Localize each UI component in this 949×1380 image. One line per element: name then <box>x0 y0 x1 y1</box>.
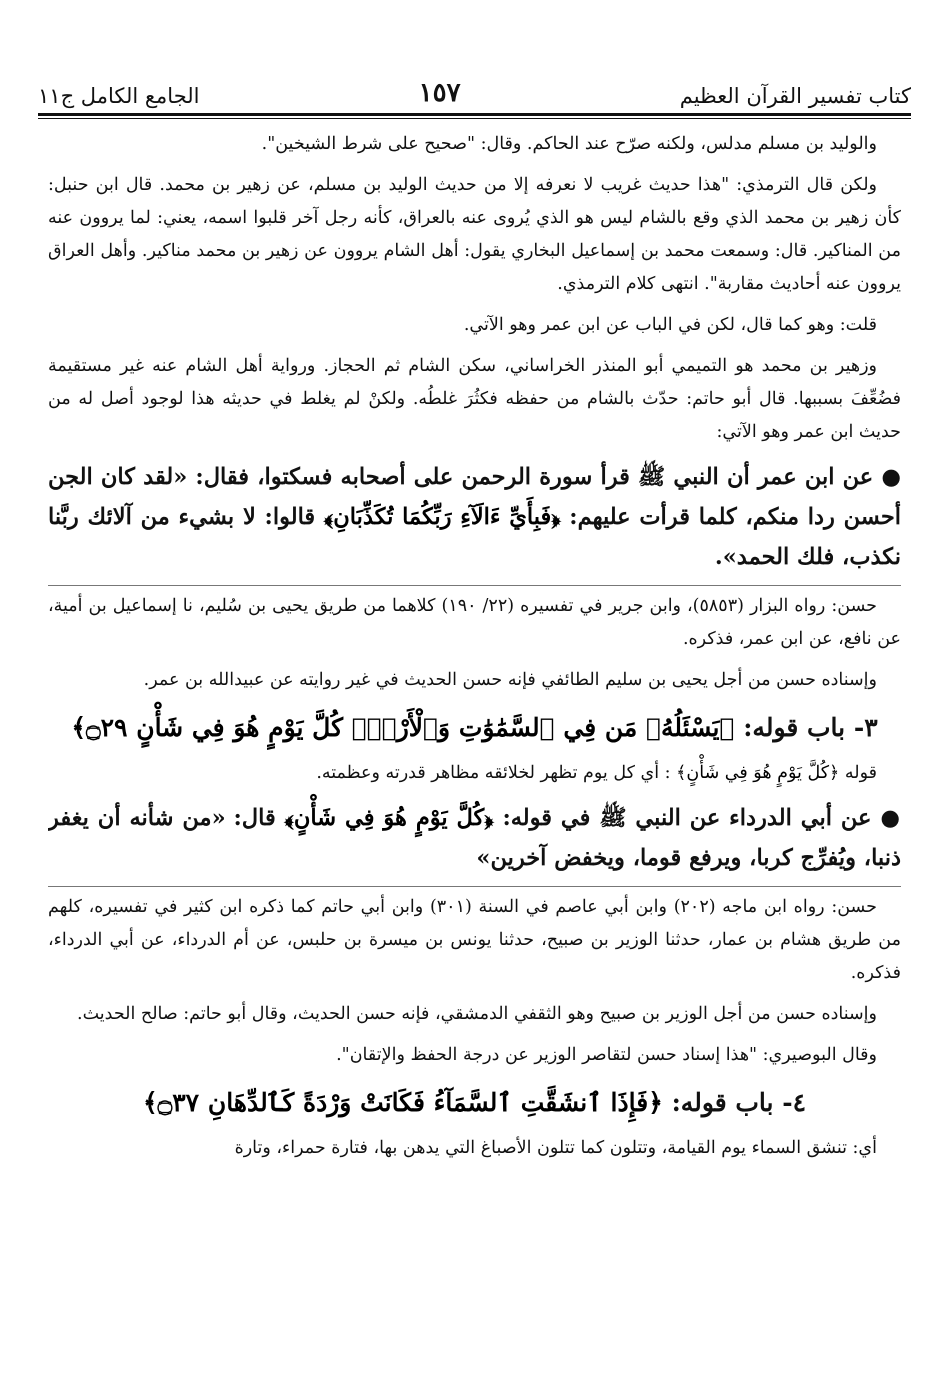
chapter-4-quran: ﴿فَإِذَا ٱنشَقَّتِ ٱلسَّمَآءُ فَكَانَتْ وَرْدَةً كَٱلدِّهَانِ ۝٣٧﴾ <box>142 1088 663 1117</box>
chapter-4-label: ٤- باب قوله: <box>671 1088 807 1117</box>
paragraph-9: وإسناده حسن من أجل الوزير بن صبيح وهو الثقفي الدمشقي، فإنه حسن الحديث، وقال أبو حاتم: صالح الحديث. <box>77 1004 877 1024</box>
paragraph-10: وقال البوصيري: "هذا إسناد حسن لتقاصر الوزير عن درجة الحفظ والإتقان". <box>336 1045 877 1065</box>
paragraph-5: حسن: رواه البزار (٥٨٥٣)، وابن جرير في تفسيره (٢٢/ ١٩٠) كلاهما من طريق يحيى بن سُليم، نا إسماعيل بن أمية، عن نافع، عن ابن عمر، فذكره. <box>48 596 901 649</box>
paragraph-4: وزهير بن محمد هو التميمي أبو المنذر الخراساني، سكن الشام ثم الحجاز. ورواية أهل الشام عنه غير مستقيمة فضُعِّفَ بسببها. قال أبو حاتم: حدّث بالشام من حفظه فكثُرَ غلطُه. ولكنْ لم يغلط في حديثه هذا لوجود أصل له من حديث ابن عمر وهو الآتي: <box>48 356 901 442</box>
paragraph-6: وإسناده حسن من أجل يحيى بن سليم الطائفي فإنه حسن الحديث في غير روايته عن عبيدالله بن عمر. <box>143 670 877 690</box>
paragraph-1: والوليد بن مسلم مدلس، ولكنه صرّح عند الحاكم. وقال: "صحيح على شرط الشيخين". <box>261 134 877 154</box>
paragraph-11: أي: تنشق السماء يوم القيامة، وتتلون كما تتلون الأصباغ التي يدهن بها، فتارة حمراء، وتارة <box>234 1138 877 1158</box>
separator-2 <box>48 886 901 887</box>
header-rule-thick <box>38 113 911 116</box>
header-rule-thin <box>38 118 911 119</box>
book-title: كتاب تفسير القرآن العظيم <box>679 84 911 108</box>
paragraph-3: قلت: وهو كما قال، لكن في الباب عن ابن عمر وهو الآتي. <box>463 315 877 335</box>
hadith-2-quran: ﴿كُلَّ يَوْمٍ هُوَ فِي شَأْنٍ﴾ <box>284 805 494 831</box>
hadith-1 <box>48 457 901 577</box>
paragraph-7-b: : أي كل يوم تظهر لخلائقه مظاهر قدرته وعظمته. <box>316 763 671 783</box>
chapter-4-heading <box>48 1080 901 1126</box>
hadith-1-quran: ﴿فَبِأَيِّ ءَالَآءِ رَبِّكُمَا تُكَذِّبَانِ﴾ <box>323 504 561 530</box>
hadith-2 <box>48 798 901 878</box>
paragraph-8: حسن: رواه ابن ماجه (٢٠٢) وابن أبي عاصم في السنة (٣٠١) وابن أبي حاتم كما ذكره ابن كثير في تفسيره، كلهم من طريق هشام بن عمار، حدثنا الوزير بن صبيح، حدثنا يونس بن ميسرة بن حلبس، عن أم الدرداء، عن أبي الدرداء، فذكره. <box>48 897 901 983</box>
page-number: ١٥٧ <box>418 78 461 108</box>
paragraph-2: ولكن قال الترمذي: "هذا حديث غريب لا نعرفه إلا من حديث الوليد بن مسلم، عن زهير بن محمد. قال ابن حنبل: كأن زهير بن محمد الذي وقع بالشام ليس هو الذي يُروى عنه بالعراق، كأنه رجل آخر قلبوا اسمه، يعني: لما يروون عنه من المناكير. قال: وسمعت محمد بن إسماعيل البخاري يقول: أهل الشام يروون عن زهير بن محمد مناكير. وأهل العراق يروون عنه أحاديث مقاربة". انتهى كلام الترمذي. <box>48 175 901 294</box>
collection-title: الجامع الكامل ج١١ <box>38 84 200 108</box>
page-content <box>48 128 901 1370</box>
chapter-3-quran: ﴿يَسْئَلُهُۥ مَن فِي ٱلسَّمَٰوَٰتِ وَٱلْأَرْضِۚ كُلَّ يَوْمٍ هُوَ فِي شَأْنٍ ۝٢٩﴾ <box>71 713 735 742</box>
chapter-3-label: ٣- باب قوله: <box>743 713 878 742</box>
paragraph-7-a: قوله <box>844 763 877 783</box>
hadith-2-rest: قال: «من شأنه أن يغفر ذنبا، ويُفرِّج كربا، ويرفع قوما، ويخفض آخرين» <box>48 805 901 871</box>
page-header <box>38 68 911 108</box>
hadith-2-intro: ● عن أبي الدرداء عن النبي ﷺ في قوله: <box>502 805 901 831</box>
paragraph-7-quran: ﴿كُلَّ يَوْمٍ هُوَ فِي شَأْنٍ﴾ <box>676 763 840 783</box>
paragraph-7 <box>48 757 901 790</box>
chapter-3-heading <box>48 705 901 751</box>
hadith-1-intro: ● عن ابن عمر أن النبي ﷺ قرأ سورة الرحمن على أصحابه فسكتوا، فقال: «لقد كان الجن أحسن ردا منكم، كلما قرأت عليهم: <box>48 464 901 530</box>
hadith-1-rest: قالوا: لا بشيء من آلائك ربَّنا نكذب، فلك الحمد». <box>48 504 901 570</box>
separator-1 <box>48 585 901 586</box>
